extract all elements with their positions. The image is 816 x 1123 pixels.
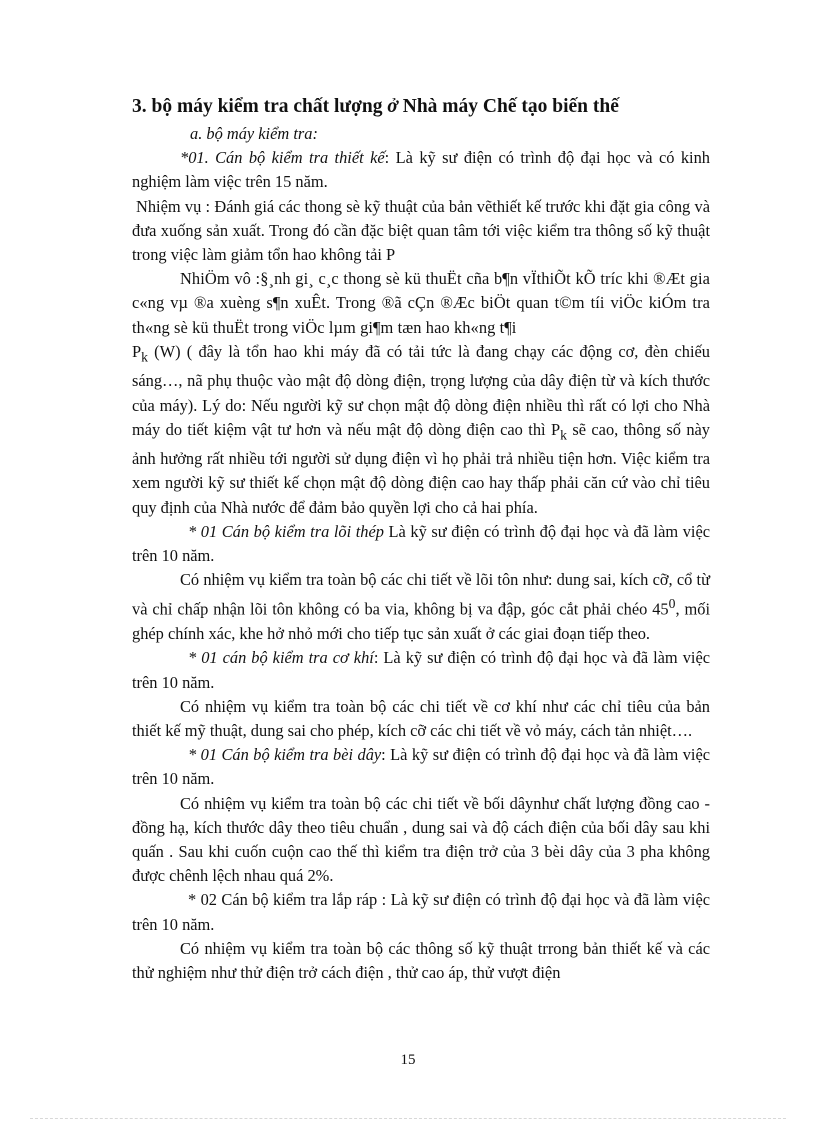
paragraph-mechanical-duties: Có nhiệm vụ kiểm tra toàn bộ các chi tiết về cơ khí như các chỉ tiêu của bản thiết kế mỹ thuật, dung sai cho phép, kích cỡ các chi tiết về vỏ máy, cách tản nhiệt…. <box>132 696 710 740</box>
section-heading <box>132 96 752 118</box>
paragraph-lead: * 01 Cán bộ kiểm tra lõi thép <box>188 521 384 541</box>
paragraph-core-inspector <box>132 520 710 568</box>
page-divider <box>30 1118 786 1119</box>
paragraph-coil-duties: Có nhiệm vụ kiểm tra toàn bộ các chi tiết về bối dâynhư chất lượng đồng cao - đồng hạ, kích thước dây theo tiêu chuẩn , dung sai và độ cách điện của bối dây sau khi quấn . Sau khi cuốn cuộn cao thế thì kiểm tra điện trở của 3 bèi dây của 3 pha không được chênh lệch nhau quá 2%. <box>132 793 710 886</box>
paragraph-text-2: sẽ cao, thông số này ảnh hưởng rất nhiều tới người sử dụng điện vì họ phải trả nhiều tiện hơn. Việc kiểm tra xem người kỹ sư thiết kế chọn mật độ dòng điện cao hay thấp phải căn cứ vào chỉ tiêu quy định của Nhà nước để đảm bảo quyền lợi cho cả hai phía. <box>132 419 711 517</box>
paragraph-text: : Là kỹ sư điện có trình độ đại học và đã làm việc trên 10 năm. <box>132 745 710 789</box>
paragraph-mechanical-inspector <box>132 646 710 694</box>
heading-italic: ở <box>387 96 398 117</box>
paragraph-text-2: , mối ghép chính xác, khe hở nhỏ mới cho tiếp tục sản xuất ở các giai đoạn tiếp theo. <box>132 599 710 644</box>
paragraph-text: : Là kỹ sư điện có trình độ đại học và có kinh nghiệm làm việc trên 15 năm. <box>132 148 710 192</box>
pk-symbol: P <box>132 341 142 361</box>
paragraph-lead: *01. Cán bộ kiểm tra thiết kế <box>180 148 385 168</box>
paragraph-text: Là kỹ sư điện có trình độ đại học và đã làm việc trên 10 năm. <box>132 521 710 566</box>
body-text <box>132 122 710 985</box>
pk-subscript-2: k <box>560 427 567 442</box>
paragraph-assembly-inspector: * 02 Cán bộ kiểm tra lắp ráp : Là kỹ sư điện có trình độ đại học và đã làm việc trên 10 năm. <box>132 890 710 934</box>
degree-superscript: 0 <box>668 596 676 612</box>
page-number: 15 <box>400 1052 416 1068</box>
paragraph-core-duties <box>132 568 710 646</box>
paragraph-pk <box>132 340 710 520</box>
paragraph-design-inspector <box>132 146 710 194</box>
paragraph-text: Có nhiệm vụ kiểm tra toàn bộ các chi tiết về lõi tôn như: dung sai, kích cỡ, cổ từ và chỉ chấp nhận lõi tôn không có ba via, không bị va đập, góc cắt phải chéo 45 <box>132 570 710 619</box>
paragraph-lead: * 01 cán bộ kiểm tra cơ khí <box>188 648 374 668</box>
paragraph-text: : Là kỹ sư điện có trình độ đại học và đã làm việc trên 10 năm. <box>132 648 710 692</box>
heading-prefix: 3. bộ máy kiểm tra chất lượng <box>132 96 388 117</box>
paragraph-assembly-duties: Có nhiệm vụ kiểm tra toàn bộ các thông số kỹ thuật trrong bản thiết kế và các thử nghiệm như thử điện trở cách điện , thử cao áp, thử vượt điện <box>132 938 710 982</box>
paragraph-duties: Nhiệm vụ : Đánh giá các thong sè kỹ thuật của bản vẽthiết kế trước khi đặt gia công và đưa xuống sản xuất. Trong đó cần đặc biệt quan tâm tới việc kiểm tra thông số kỹ thuật trong việc làm giảm tổn hao không tải P <box>132 196 710 265</box>
paragraph-lead: * 01 Cán bộ kiểm tra bèi dây <box>188 745 382 765</box>
pk-symbol-2: P <box>550 419 561 439</box>
paragraph-coil-inspector <box>132 743 710 791</box>
paragraph-text: (W) ( đây là tổn hao khi máy đã có tải tức là đang chạy các động cơ, đèn chiếu sáng…, nã phụ thuộc vào mật độ dòng điện, trọng lượng của dây điện từ và kích thước của máy). Lý do: Nếu người kỹ sư chọn mật độ dòng điện nhiều thì rất có lợi cho Nhà máy do tiết kiệm vật tư hơn và nếu mật độ dòng điện cao thì <box>132 341 710 439</box>
pk-subscript: k <box>141 349 148 365</box>
paragraph-garbled: NhiÖm vô :§¸nh gi¸ c¸c thong sè kü thuËt cña b¶n vÏthiÕt kÕ tríc khi ®Æt gia c«ng vµ ®a xuèng s¶n xuÊt. Trong ®ã cÇn ®Æc biÖt quan t©m tíi viÖc kiÓm tra th«ng sè kü thuËt trong viÖc lµm gi¶m tæn hao kh«ng t¶i <box>132 269 710 337</box>
heading-suffix: Nhà máy Chế tạo biến thế <box>397 96 619 117</box>
subheading: a. bộ máy kiểm tra: <box>190 124 318 143</box>
